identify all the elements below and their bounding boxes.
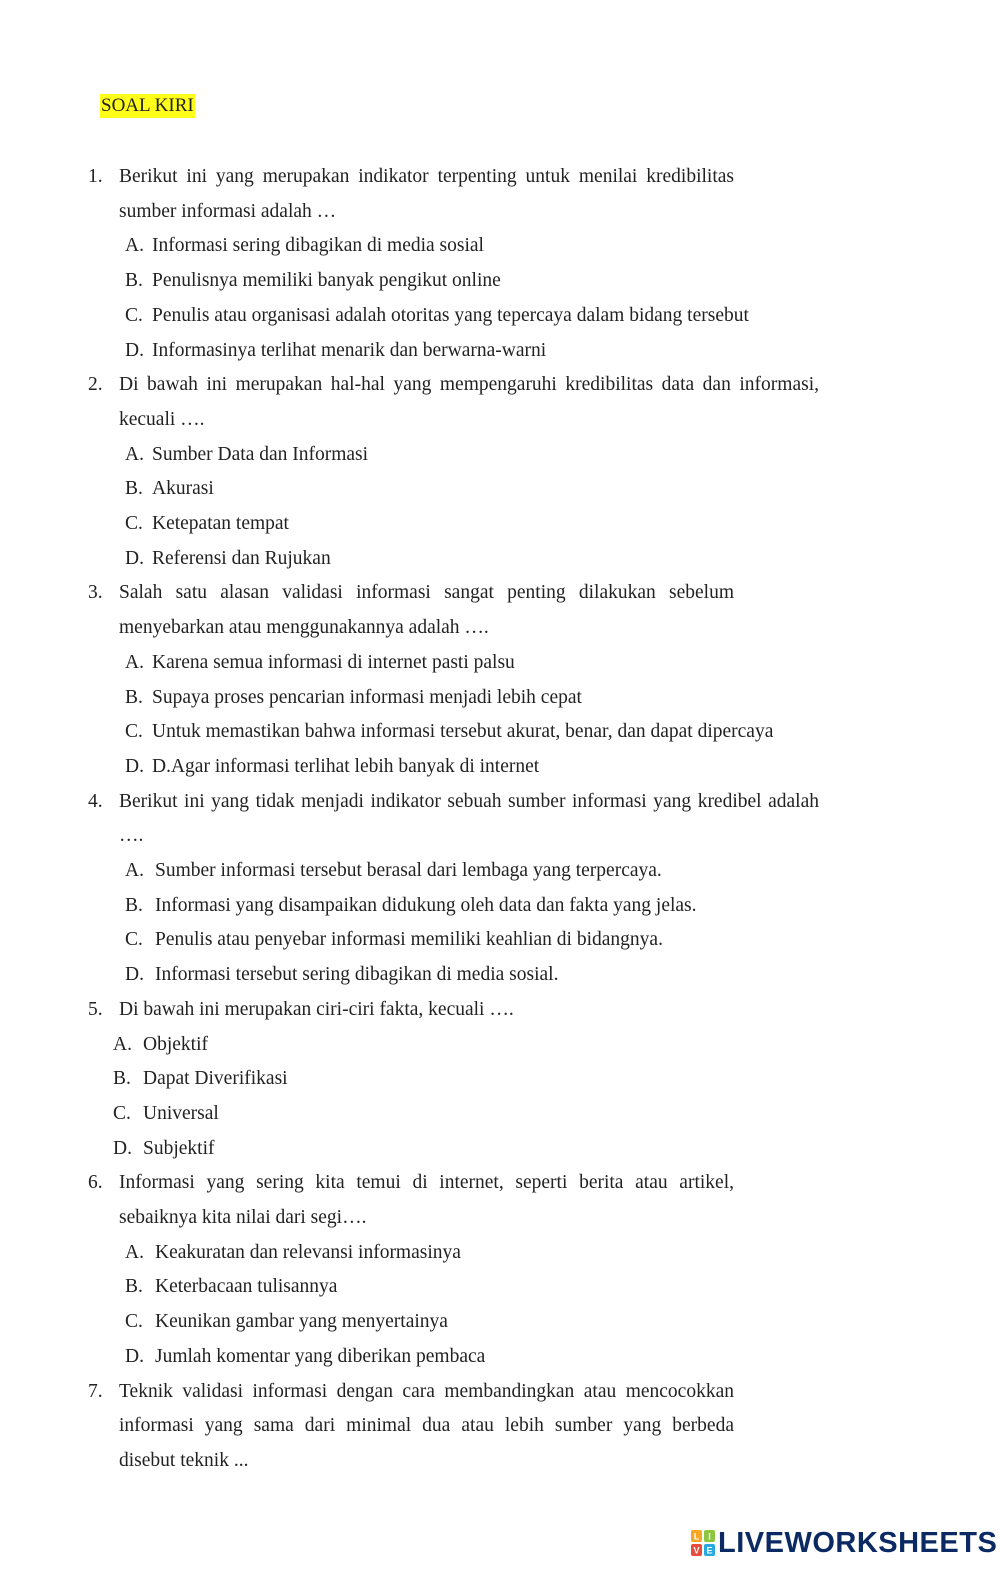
option-text: Jumlah komentar yang diberikan pembaca [155, 1345, 486, 1367]
option-text: Keakuratan dan relevansi informasinya [155, 1241, 461, 1263]
question-number: 2. [88, 374, 103, 396]
option-text: Objektif [143, 1033, 208, 1055]
question-text-line: informasi yang sama dari minimal dua atau lebih sumber yang berbeda [119, 1415, 734, 1437]
option-text: Informasi sering dibagikan di media sosial [152, 235, 484, 257]
question-text-line: Di bawah ini merupakan ciri-ciri fakta, kecuali …. [119, 998, 514, 1020]
question-text-line: menyebarkan atau menggunakannya adalah …. [119, 617, 489, 639]
question-number: 1. [88, 166, 103, 187]
question-text-line: …. [119, 825, 144, 847]
question-text-line: Berikut ini yang tidak menjadi indikator sebuah sumber informasi yang kredibel adalah [119, 790, 819, 812]
question-text-line: kecuali …. [119, 408, 205, 430]
option-text: Referensi dan Rujukan [152, 547, 331, 569]
option-letter: C. [113, 1102, 131, 1124]
option-letter: D. [125, 1345, 144, 1367]
question-text-line: Di bawah ini merupakan hal-hal yang mempengaruhi kredibilitas data dan informasi, [119, 374, 819, 396]
question-text-line: Salah satu alasan validasi informasi sangat penting dilakukan sebelum [119, 582, 734, 604]
option-text: Penulisnya memiliki banyak pengikut online [152, 270, 501, 292]
option-text: Sumber Data dan Informasi [152, 443, 369, 465]
option-text: Informasi tersebut sering dibagikan di media sosial. [155, 964, 559, 986]
option-text: Subjektif [143, 1137, 215, 1159]
question-text-line: Informasi yang sering kita temui di internet, seperti berita atau artikel, [119, 1172, 734, 1194]
option-letter: B. [125, 270, 143, 292]
question-number: 6. [88, 1172, 103, 1194]
question-number: 7. [88, 1380, 103, 1402]
option-letter: D. [125, 755, 144, 777]
svg-text:E: E [706, 1545, 713, 1556]
option-letter: D. [125, 547, 144, 569]
option-letter: D. [125, 964, 144, 986]
option-text: Ketepatan tempat [152, 513, 289, 534]
option-letter: B. [125, 894, 143, 916]
liveworksheets-logo [690, 1527, 997, 1559]
svg-text:L: L [693, 1531, 700, 1542]
svg-text:I: I [708, 1531, 711, 1542]
option-letter: D. [125, 339, 144, 361]
option-text: Penulis atau penyebar informasi memiliki keahlian di bidangnya. [155, 929, 663, 951]
logo-wordmark: LIVEWORKSHEETS [718, 1526, 998, 1559]
question-text-line: Berikut ini yang merupakan indikator terpenting untuk menilai kredibilitas [119, 166, 734, 187]
option-text: D.Agar informasi terlihat lebih banyak di internet [152, 755, 540, 777]
question-number: 4. [88, 790, 103, 812]
option-letter: A. [125, 651, 144, 673]
option-letter: A. [125, 235, 144, 257]
option-letter: C. [125, 721, 143, 743]
question-text-line: sebaiknya kita nilai dari segi…. [119, 1207, 367, 1228]
section-heading: SOAL KIRI [101, 95, 194, 116]
option-letter: B. [125, 686, 143, 708]
option-text: Untuk memastikan bahwa informasi tersebut akurat, benar, dan dapat dipercaya [152, 721, 774, 743]
option-text: Supaya proses pencarian informasi menjadi lebih cepat [152, 686, 582, 708]
option-letter: C. [125, 929, 143, 951]
option-text: Universal [143, 1102, 219, 1124]
liveworksheets-logo-mark-icon [690, 1529, 716, 1557]
option-text: Penulis atau organisasi adalah otoritas yang tepercaya dalam bidang tersebut [152, 304, 749, 326]
option-text: Keunikan gambar yang menyertainya [155, 1311, 448, 1333]
option-text: Akurasi [152, 478, 214, 500]
question-text-line: disebut teknik ... [119, 1449, 249, 1471]
option-text: Karena semua informasi di internet pasti palsu [152, 651, 515, 673]
option-letter: D. [113, 1137, 132, 1159]
option-letter: A. [125, 860, 144, 881]
option-letter: A. [125, 1241, 144, 1263]
question-text-line: Teknik validasi informasi dengan cara membandingkan atau mencocokkan [119, 1380, 734, 1402]
option-text: Informasinya terlihat menarik dan berwarna-warni [152, 339, 547, 361]
option-letter: B. [125, 1276, 143, 1298]
question-text-line: sumber informasi adalah … [119, 200, 337, 222]
question-number: 3. [88, 582, 103, 604]
option-letter: B. [125, 478, 143, 500]
option-letter: C. [125, 1311, 143, 1333]
option-letter: B. [113, 1068, 131, 1090]
option-text: Sumber informasi tersebut berasal dari lembaga yang terpercaya. [155, 860, 662, 881]
svg-text:V: V [693, 1545, 700, 1556]
option-text: Informasi yang disampaikan didukung oleh data dan fakta yang jelas. [155, 894, 697, 916]
option-letter: A. [113, 1033, 132, 1055]
option-text: Dapat Diverifikasi [143, 1068, 288, 1090]
option-letter: A. [125, 443, 144, 465]
option-letter: C. [125, 513, 143, 534]
option-text: Keterbacaan tulisannya [155, 1276, 338, 1298]
option-letter: C. [125, 304, 143, 326]
question-number: 5. [88, 998, 103, 1020]
